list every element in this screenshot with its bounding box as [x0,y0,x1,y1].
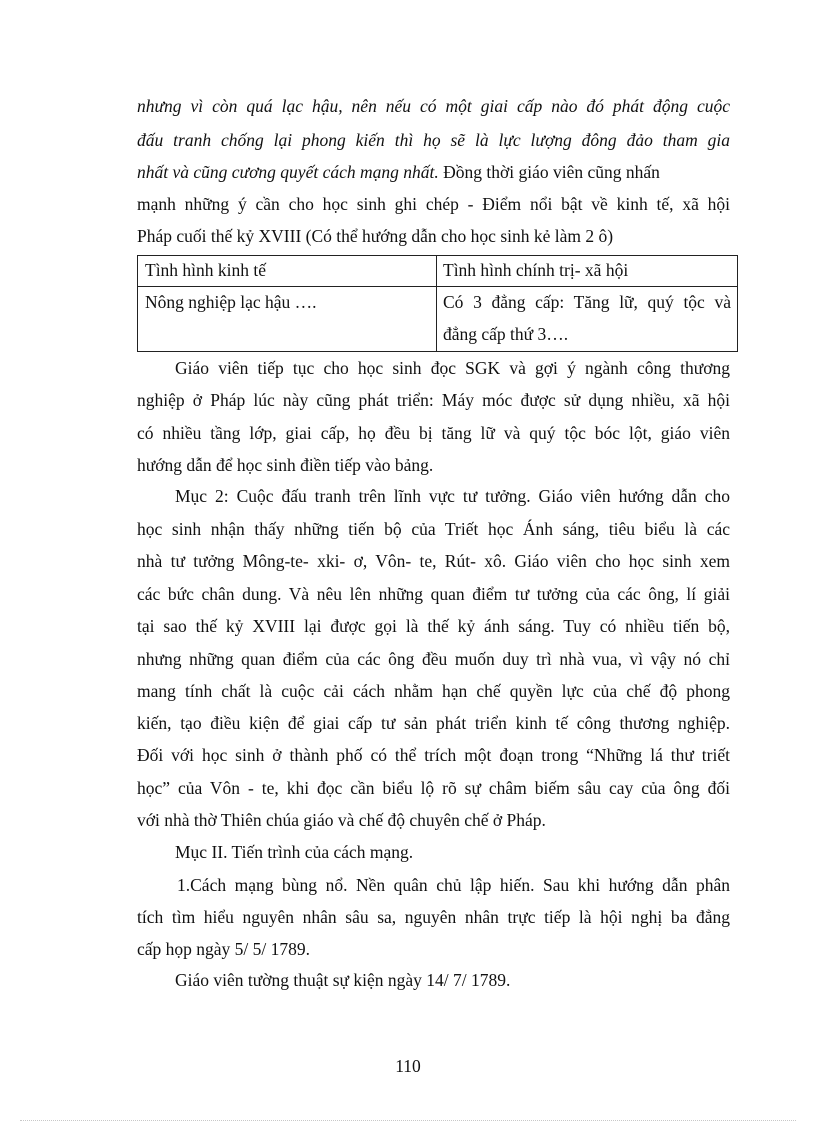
text-line-mixed [137,162,730,182]
text-line: hướng dẫn để học sinh điền tiếp vào bảng. [137,455,434,475]
italic-text: nhất và cũng cương quyết cách mạng nhất. [137,162,439,182]
text-line: Pháp cuối thế kỷ XVIII (Có thể hướng dẫn cho học sinh kẻ làm 2 ô) [137,226,614,246]
text-line: nhưng những quan điểm của các ông đều muốn duy trì nhà vua, vì vậy nó chỉ [137,649,730,669]
text-line: học” của Vôn - te, khi đọc cần biểu lộ rõ sự châm biếm sâu cay của ông đối [137,778,730,798]
table-cell-politics-line1: Có 3 đẳng cấp: Tăng lữ, quý tộc và [443,292,731,312]
text-line: với nhà thờ Thiên chúa giáo và chế độ chuyên chế ở Pháp. [137,810,546,830]
section-heading: Mục II. Tiến trình của cách mạng. [175,842,414,862]
text-line: nghiệp ở Pháp lúc này cũng phát triển: Máy móc được sử dụng nhiều, xã hội [137,390,730,410]
text-line: Mục 2: Cuộc đấu tranh trên lĩnh vực tư tưởng. Giáo viên hướng dẫn cho [175,486,730,506]
text-line: cấp họp ngày 5/ 5/ 1789. [137,939,311,959]
text-line: nhưng vì còn quá lạc hậu, nên nếu có một giai cấp nào đó phát động cuộc [137,96,730,116]
page-bottom-border [20,1120,796,1121]
text-line: học sinh nhận thấy những tiến bộ của Triết học Ánh sáng, tiêu biểu là các [137,519,730,539]
page-number: 110 [395,1056,421,1076]
table-column-divider [436,256,437,351]
subsection-heading: 1.Cách mạng bùng nổ. Nền quân chủ lập hiến. Sau khi hướng dẫn phân [177,875,730,895]
comparison-table [137,255,738,352]
text-line: Giáo viên tiếp tục cho học sinh đọc SGK và gợi ý ngành công thương [175,358,730,378]
table-header-economy: Tình hình kinh tế [145,260,267,280]
text-line: tích tìm hiểu nguyên nhân sâu sa, nguyên nhân trực tiếp là hội nghị ba đẳng [137,907,730,927]
text-line: Đối với học sinh ở thành phố có thể trích một đoạn trong “Những lá thư triết [137,745,730,765]
text-line: tại sao thế kỷ XVIII lại được gọi là thế kỷ ánh sáng. Tuy có nhiều tiến bộ, [137,616,730,636]
text-line: mạnh những ý cần cho học sinh ghi chép - Điểm nổi bật về kinh tế, xã hội [137,194,730,214]
table-row-divider [138,286,737,287]
text-line: nhà tư tưởng Mông-te- xki- ơ, Vôn- te, Rút- xô. Giáo viên cho học sinh xem [137,551,730,571]
text-line: có nhiều tầng lớp, giai cấp, họ đều bị tăng lữ và quý tộc bóc lột, giáo viên [137,423,730,443]
text-line: đấu tranh chống lại phong kiến thì họ sẽ là lực lượng đông đảo tham gia [137,130,730,150]
text-line: mang tính chất là cuộc cải cách nhằm hạn chế quyền lực của chế độ phong [137,681,730,701]
text-line: kiến, tạo điều kiện để giai cấp tư sản phát triển kinh tế công thương nghiệp. [137,713,730,733]
table-cell-politics-line2: đẳng cấp thứ 3…. [443,324,569,344]
text-line: Giáo viên tường thuật sự kiện ngày 14/ 7/ 1789. [175,970,511,990]
text-line: các bức chân dung. Và nêu lên những quan điểm tư tưởng của các ông, lí giải [137,584,730,604]
table-header-politics: Tình hình chính trị- xã hội [443,260,629,280]
table-cell-economy: Nông nghiệp lạc hậu …. [145,292,317,312]
normal-text: Đồng thời giáo viên cũng nhấn [438,162,660,182]
